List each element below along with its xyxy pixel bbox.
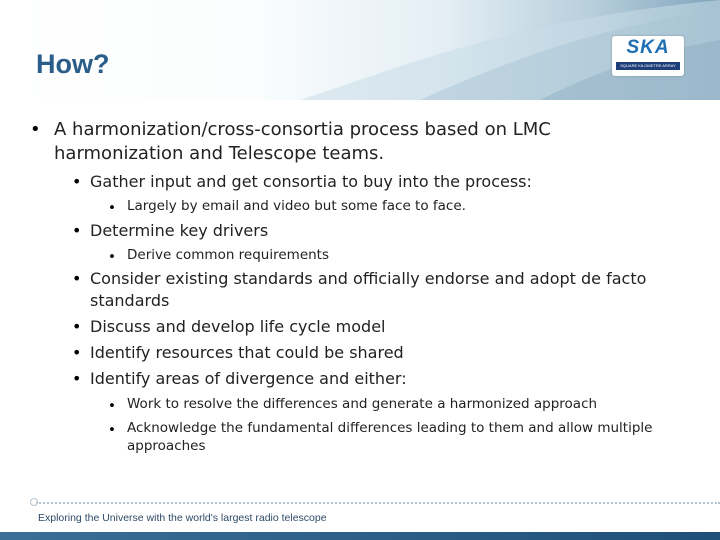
- bullet-marker: •: [108, 249, 116, 265]
- bullet-marker: •: [72, 343, 82, 362]
- bullet-item: Gather input and get consortia to buy into the process:: [90, 172, 532, 191]
- bullet-marker: •: [108, 422, 116, 438]
- bullet-item: Discuss and develop life cycle model: [90, 317, 386, 336]
- bullet-item: Identify areas of divergence and either:: [90, 369, 407, 388]
- bullet-marker: •: [72, 369, 82, 388]
- ska-logo: [612, 36, 684, 76]
- bullet-item: Derive common requirements: [127, 247, 330, 263]
- logo-subtitle-bar: [616, 62, 680, 70]
- bullet-marker: •: [72, 172, 82, 191]
- logo-name: SKA: [626, 37, 670, 58]
- bullet-item: Consider existing standards and officially endorse and adopt de facto standards: [90, 269, 647, 310]
- bottom-bar: [0, 532, 720, 540]
- bullet-item: Work to resolve the differences and generate a harmonized approach: [127, 396, 598, 412]
- bullet-item: Determine key drivers: [90, 221, 269, 240]
- bullet-marker: •: [30, 119, 41, 140]
- footer-divider: [36, 502, 720, 504]
- bullet-item: Identify resources that could be shared: [90, 343, 404, 362]
- bullet-item: Acknowledge the fundamental differences leading to them and allow multiple approaches: [127, 420, 653, 454]
- bullet-marker: •: [108, 200, 116, 216]
- logo-subtitle: SQUARE KILOMETRE ARRAY: [620, 63, 676, 68]
- bullet-marker: •: [72, 269, 82, 288]
- bullet-marker: •: [108, 398, 116, 414]
- slide-title: How?: [36, 49, 110, 79]
- footer-tagline: Exploring the Universe with the world's largest radio telescope: [38, 512, 327, 524]
- bullet-marker: •: [72, 221, 82, 240]
- bullet-item: A harmonization/cross-consortia process based on LMC harmonization and Telescope teams.: [54, 119, 551, 164]
- bullet-marker: •: [72, 317, 82, 336]
- bullet-item: Largely by email and video but some face to face.: [127, 198, 466, 214]
